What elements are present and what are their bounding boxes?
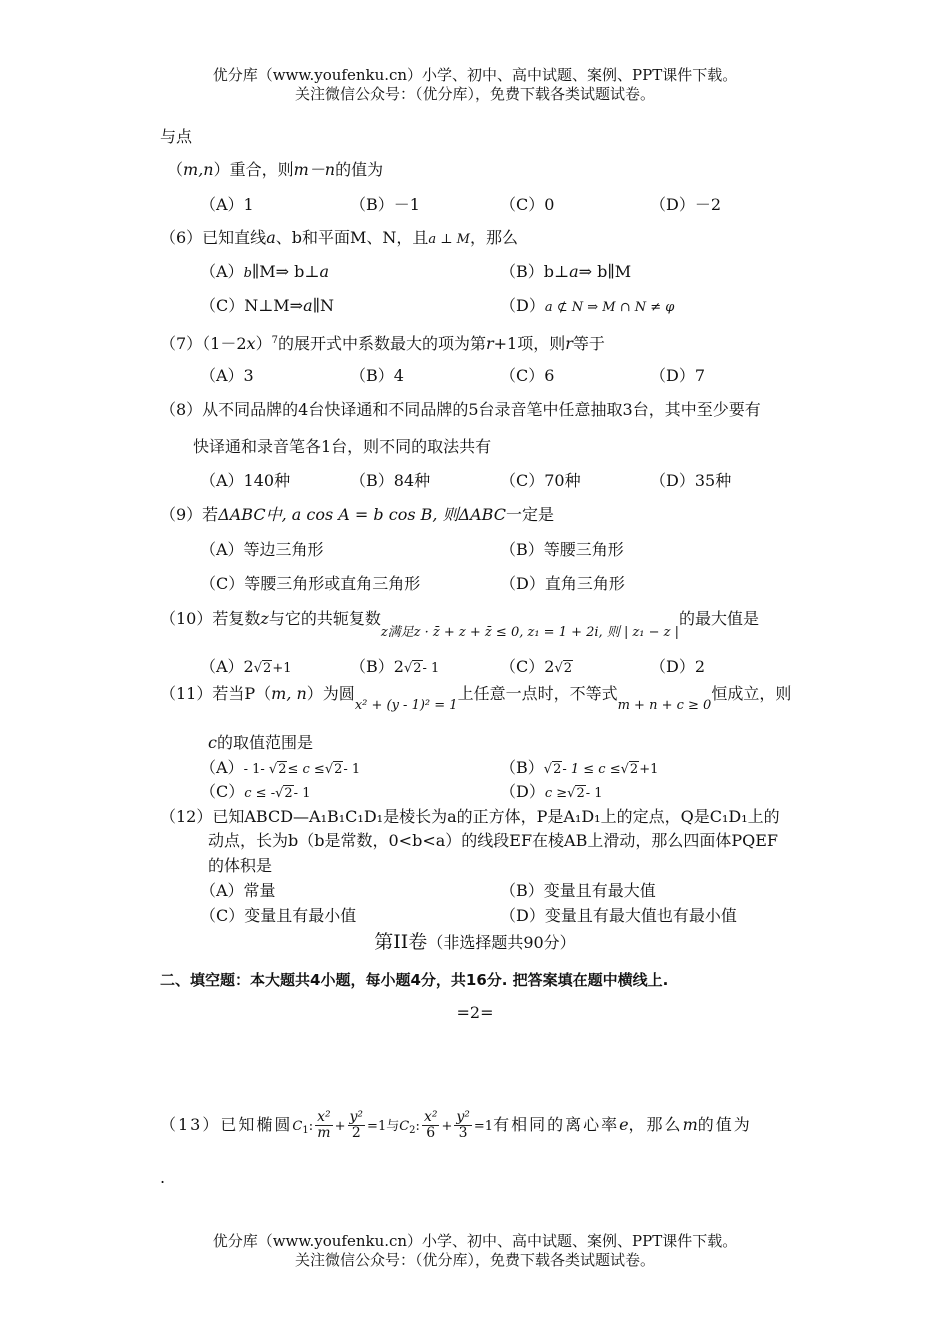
text: + <box>334 1119 346 1134</box>
text: 第II卷 <box>374 931 428 953</box>
text: m, n <box>271 684 307 703</box>
text: 一定是 <box>505 505 554 524</box>
page-number: =2= <box>456 1003 494 1022</box>
text: （9）若 <box>160 505 219 524</box>
text: （A） <box>200 262 244 281</box>
denominator: m <box>317 1125 331 1141</box>
text: z <box>260 609 269 628</box>
text: ）重合，则 <box>213 160 294 179</box>
denominator: 3 <box>458 1125 468 1141</box>
text: 2 <box>576 786 585 801</box>
text: （C）2 <box>500 657 555 676</box>
q9-option-c: （C）等腰三角形或直角三角形 <box>200 574 421 593</box>
q5-option-b: （B）－1 <box>350 195 420 214</box>
numerator: x² <box>317 1109 331 1125</box>
sqrt-sign: √ <box>275 786 284 801</box>
text: （A）2 <box>200 657 254 676</box>
fraction <box>348 1110 366 1141</box>
text: C <box>292 1119 303 1134</box>
denominator: 6 <box>426 1125 436 1141</box>
q5-continuation-1: 与点 <box>160 127 193 146</box>
text: +1 <box>272 661 292 676</box>
text: ，那么 <box>628 1115 683 1134</box>
text: （B） <box>500 758 544 777</box>
text: - 1 <box>585 786 603 801</box>
q6-option-c <box>200 296 334 316</box>
text: （D） <box>500 296 545 315</box>
q11-stem <box>160 684 792 713</box>
text: 的取值范围是 <box>216 733 313 752</box>
text: a <box>266 228 276 247</box>
text: e <box>619 1115 629 1134</box>
q10-option-d: （D）2 <box>650 657 706 676</box>
page-header-line-2: 关注微信公众号：（优分库），免费下载各类试题试卷。 <box>294 85 655 103</box>
text: ∥N <box>312 296 335 315</box>
q12-option-c: （C）变量且有最小值 <box>200 906 357 925</box>
text: （非选择题共90分） <box>427 933 576 952</box>
sqrt-sign: √ <box>324 762 334 777</box>
q12-stem-line-2: 动点，长为b（b是常数，0<b<a）的线段EF在棱AB上滑动，那么四面体PQEF <box>208 831 779 850</box>
math-expression: ΔABC中, a cos A = b cos B, 则ΔABC <box>218 505 506 524</box>
text: - 1- <box>243 762 265 777</box>
text: （B）2 <box>350 657 404 676</box>
text: 2 <box>409 1125 416 1136</box>
text: （C）N⊥M⇒ <box>200 296 304 315</box>
math-expression: a ⊥ M <box>428 232 470 247</box>
sqrt-sign: √ <box>567 786 576 801</box>
text: 1 <box>302 1125 309 1136</box>
text: 2 <box>263 661 272 676</box>
text: 2 <box>278 762 287 777</box>
q6-stem <box>160 228 518 250</box>
numerator: x² <box>423 1109 438 1125</box>
q12-option-d: （D）变量且有最大值也有最小值 <box>500 906 737 925</box>
fraction <box>454 1110 472 1141</box>
text: 有相同的离心率 <box>493 1115 620 1134</box>
text: ≤ c ≤ <box>287 762 325 777</box>
text: c <box>208 733 217 752</box>
numerator: y² <box>349 1109 364 1125</box>
sqrt-sign: √ <box>264 762 278 777</box>
q6-option-d <box>500 296 674 318</box>
text: （7）（1－2 <box>160 334 247 353</box>
text: 的展开式中系数最大的项为第 <box>277 334 486 353</box>
page-footer-line-1: 优分库（www.youfenku.cn）小学、初中、高中试题、案例、PPT课件下载。 <box>212 1232 738 1250</box>
q6-option-b <box>500 262 631 282</box>
text: 2 <box>553 762 562 777</box>
text: : <box>415 1119 420 1134</box>
sqrt-sign: √ <box>253 661 263 676</box>
text: （C） <box>200 782 245 801</box>
q10-option-c <box>500 657 573 679</box>
text: 的值为 <box>335 160 384 179</box>
text: r <box>485 334 494 353</box>
text: （13）已知椭圆 <box>160 1115 293 1134</box>
sqrt-sign: √ <box>543 762 553 777</box>
text: - 1 ≤ c ≤ <box>562 762 621 777</box>
text: c ≥ <box>544 786 568 801</box>
text: ） <box>255 334 272 353</box>
q9-option-a: （A）等边三角形 <box>200 540 324 559</box>
q9-option-d: （D）直角三角形 <box>500 574 625 593</box>
text: m <box>682 1115 698 1134</box>
text: b <box>243 266 252 281</box>
text: 2 <box>413 661 422 676</box>
q7-option-b: （B）4 <box>350 366 404 385</box>
numerator: y² <box>456 1109 470 1125</box>
q9-stem <box>160 505 554 525</box>
text: 2 <box>284 786 293 801</box>
q12-stem-line-1: （12）已知ABCD—A₁B₁C₁D₁是棱长为a的正方体，P是A₁D₁上的定点，Q是C₁D₁上的 <box>160 807 780 826</box>
text: c ≤ - <box>244 786 276 801</box>
math-expression: a ⊄ N ⇒ M ∩ N ≠ φ <box>544 300 675 315</box>
q5-option-d: （D）－2 <box>650 195 722 214</box>
text: 与它的共轭复数 <box>268 609 381 628</box>
math-expression: z满足z · z̄ + z + z̄ ≤ 0, z₁ = 1 + 2i, 则 | z₁ − z | <box>380 625 680 640</box>
text: ，那么 <box>469 228 518 247</box>
q11-option-b <box>500 758 658 780</box>
q8-option-d: （D）35种 <box>650 471 732 490</box>
math-expression: m + n + c ≥ 0 <box>617 698 712 713</box>
text: （10）若复数 <box>160 609 261 628</box>
text: （D） <box>500 782 545 801</box>
text: 2 <box>334 762 343 777</box>
denominator: 2 <box>351 1125 361 1141</box>
sqrt-sign: √ <box>620 762 629 777</box>
text: 上任意一点时，不等式 <box>457 684 618 703</box>
text: m－n <box>293 160 336 179</box>
text: 的最大值是 <box>679 609 760 628</box>
text: =1 <box>473 1119 494 1134</box>
text: +1 <box>639 762 659 777</box>
text: a <box>569 262 579 281</box>
page-footer-line-2: 关注微信公众号：（优分库），免费下载各类试题试卷。 <box>294 1251 655 1269</box>
q5-option-a: （A）1 <box>200 195 254 214</box>
q6-option-a <box>200 262 329 284</box>
section-2-heading: 二、填空题：本大题共4小题，每小题4分，共16分. 把答案填在题中横线上. <box>160 971 669 989</box>
text: （6）已知直线 <box>160 228 267 247</box>
q10-option-b <box>350 657 439 679</box>
q5-continuation-2 <box>167 160 383 180</box>
text: a <box>319 262 329 281</box>
q12-option-a: （A）常量 <box>200 881 276 900</box>
text: C <box>399 1119 410 1134</box>
text: x <box>246 334 256 353</box>
q12-stem-line-3: 的体积是 <box>208 856 273 875</box>
text: r <box>565 334 573 353</box>
q7-stem <box>160 331 605 354</box>
q8-option-b: （B）84种 <box>350 471 431 490</box>
text: ⇒ b∥M <box>578 262 632 281</box>
q11-option-d <box>500 782 603 804</box>
text: 等于 <box>572 334 605 353</box>
text: - 1 <box>293 786 311 801</box>
text: （B）b⊥ <box>500 262 570 281</box>
q13-answer-line: . <box>160 1168 166 1187</box>
q7-option-c: （C）6 <box>500 366 555 385</box>
q9-option-b: （B）等腰三角形 <box>500 540 624 559</box>
q11-option-a <box>200 758 360 780</box>
text: （11）若当P（ <box>160 684 272 703</box>
text: a <box>303 296 313 315</box>
text: +1项，则 <box>493 334 566 353</box>
fraction <box>422 1110 440 1141</box>
text: m,n <box>183 160 214 179</box>
text: ∥M⇒ b⊥ <box>251 262 320 281</box>
text: : <box>308 1119 314 1134</box>
q5-option-c: （C）0 <box>500 195 555 214</box>
text: + <box>441 1119 453 1134</box>
q7-option-a: （A）3 <box>200 366 254 385</box>
text: - 1 <box>343 762 361 777</box>
page-header-line-1: 优分库（www.youfenku.cn）小学、初中、高中试题、案例、PPT课件下载。 <box>212 66 738 84</box>
q11-stem-line-2 <box>208 733 313 753</box>
sqrt-sign: √ <box>554 661 563 676</box>
q10-option-a <box>200 657 292 679</box>
math-expression: x² + (y - 1)² = 1 <box>354 698 458 713</box>
exponent: 7 <box>271 335 278 346</box>
fraction <box>315 1110 333 1141</box>
q7-option-d: （D）7 <box>650 366 706 385</box>
q8-option-c: （C）70种 <box>500 471 581 490</box>
q8-stem-line-1: （8）从不同品牌的4台快译通和不同品牌的5台录音笔中任意抽取3台，其中至少要有 <box>160 400 761 419</box>
text: 恒成立，则 <box>711 684 792 703</box>
text: =1与 <box>367 1119 400 1134</box>
q12-option-b: （B）变量且有最大值 <box>500 881 656 900</box>
q8-option-a: （A）140种 <box>200 471 291 490</box>
part-2-title <box>0 932 950 953</box>
text: - 1 <box>422 661 440 676</box>
text: 2 <box>563 661 573 676</box>
text: ）为圆 <box>306 684 355 703</box>
text: （ <box>167 160 184 179</box>
q13-stem <box>160 1108 752 1148</box>
q11-option-c <box>200 782 310 804</box>
text: 的值为 <box>697 1115 752 1134</box>
text: 2 <box>629 762 639 777</box>
sqrt-sign: √ <box>403 661 413 676</box>
text: （A） <box>200 758 244 777</box>
q8-stem-line-2: 快译通和录音笔各1台，则不同的取法共有 <box>193 437 492 456</box>
text: 、b和平面M、N，且 <box>275 228 429 247</box>
